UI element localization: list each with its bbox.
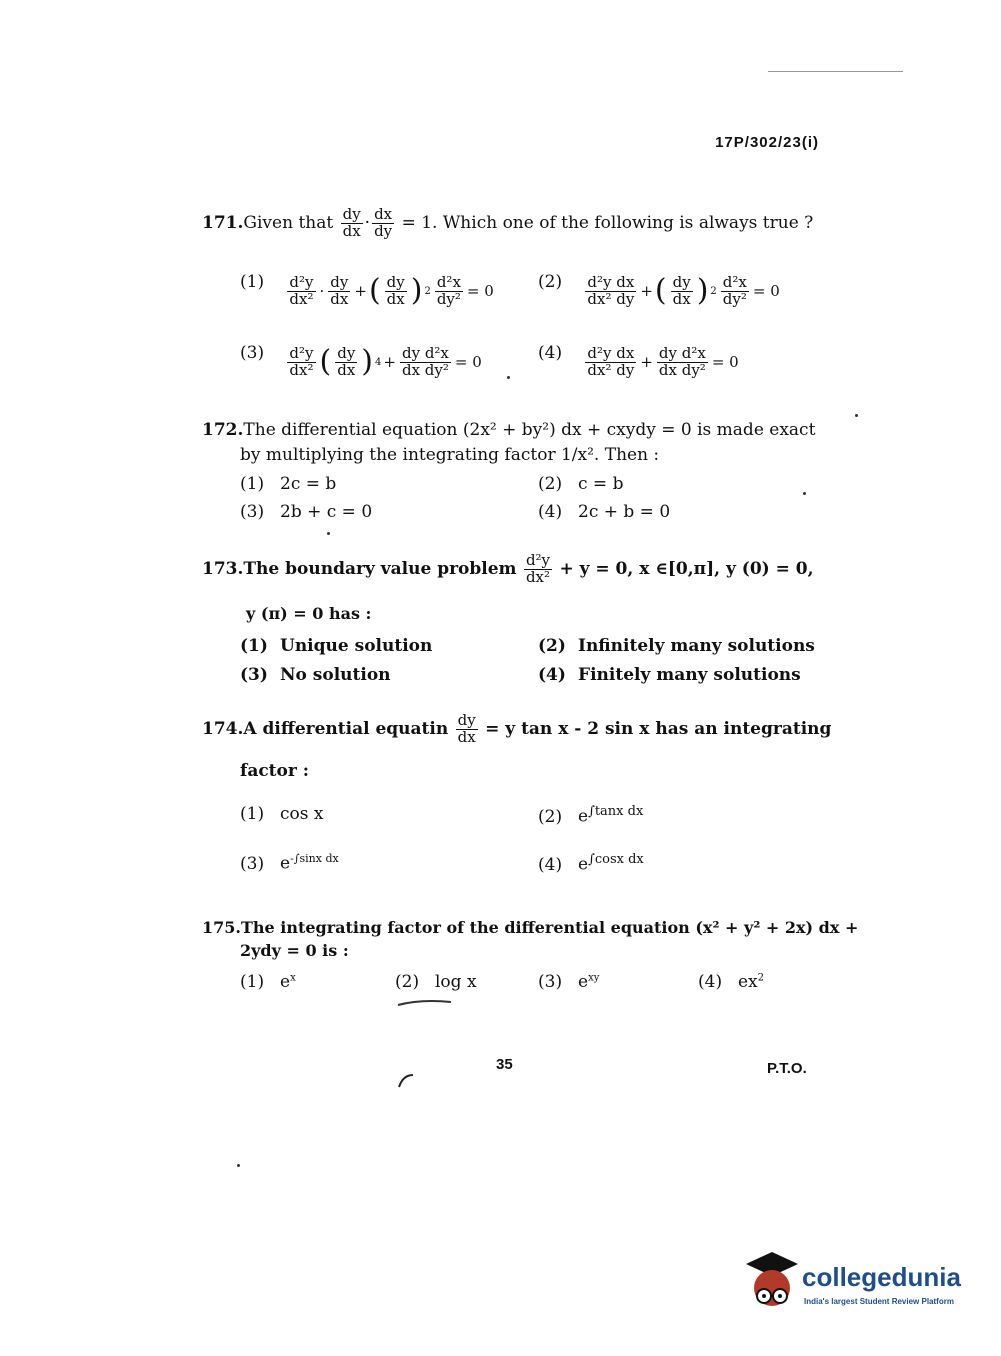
stem-text: The differential equation (2x² + by²) dx + cxydy = 0 is made exact bbox=[243, 420, 816, 440]
question-number: 173. bbox=[202, 558, 244, 579]
question-174-stem bbox=[202, 713, 831, 746]
fraction: $\frac{dx}{dy}$ bbox=[374, 205, 393, 240]
option-174-2[interactable]: (2) $e^{\int tanx dx}$ bbox=[538, 804, 644, 827]
fraction: $\frac{\text{d²y}}{\text{dx²}}$ bbox=[525, 551, 551, 586]
option-172-4[interactable]: (4) 2c + b = 0 bbox=[538, 502, 671, 522]
option-175-2[interactable]: (2) log x bbox=[395, 972, 477, 992]
option-174-1[interactable]: (1) cos x bbox=[240, 804, 324, 824]
scan-speck bbox=[327, 532, 330, 535]
option-173-3[interactable]: (3) No solution bbox=[240, 665, 391, 685]
scan-speck bbox=[507, 376, 510, 379]
scan-mark bbox=[397, 1071, 417, 1091]
option-171-1[interactable]: (1) $\frac{\text{d²y}}{\text{dx²}}$ · $\frac{dy}{dx}$ + ( $\frac{dy}{dx}$ ) 2 $\frac{\text{d²x}}{\text{dy²}}$ = 0 bbox=[240, 272, 494, 309]
option-172-2[interactable]: (2) c = b bbox=[538, 474, 624, 494]
scan-mark bbox=[396, 997, 456, 1007]
scan-speck bbox=[855, 414, 858, 417]
brand-logo-text: collegedunia bbox=[802, 1262, 961, 1292]
stem-text: A differential equatin bbox=[243, 718, 449, 739]
option-175-4[interactable]: (4) $ex^2$ bbox=[698, 972, 765, 992]
option-174-4[interactable]: (4) $e^{\int cosx dx}$ bbox=[538, 852, 644, 875]
fraction: $\frac{dy}{dx}$ bbox=[342, 205, 361, 240]
option-173-4[interactable]: (4) Finitely many solutions bbox=[538, 665, 801, 685]
option-173-2[interactable]: (2) Infinitely many solutions bbox=[538, 636, 815, 656]
option-175-3[interactable]: (3) $e^{xy}$ bbox=[538, 972, 600, 992]
option-172-1[interactable]: (1) 2c = b bbox=[240, 474, 337, 494]
question-number: 172. bbox=[202, 420, 244, 440]
fraction: $\frac{dy}{dx}$ bbox=[457, 711, 476, 746]
page-number: 35 bbox=[496, 1056, 513, 1073]
option-171-3[interactable]: (3) $\frac{\text{d²y}}{\text{dx²}}$ ( $\frac{dy}{dx}$ ) 4 + $\frac{\text{dy d²x}}{\text{dx dy²}}$ = 0 bbox=[240, 343, 482, 380]
collegedunia-mascot-icon bbox=[742, 1250, 802, 1312]
question-172-stem-line2: by multiplying the integrating factor 1/x². Then : bbox=[240, 445, 660, 465]
question-173-stem bbox=[202, 553, 814, 586]
stem-text: Given that bbox=[243, 212, 334, 233]
top-rule bbox=[768, 71, 903, 72]
stem-text: The boundary value problem bbox=[243, 558, 517, 579]
option-171-2[interactable]: (2) $\frac{\text{d²y dx}}{\text{dx² dy}}$ + ( $\frac{dy}{dx}$ ) 2 $\frac{\text{d²x}}{\text{dy²}}$ = 0 bbox=[538, 272, 780, 309]
paper-code: 17P/302/23(i) bbox=[715, 134, 819, 151]
question-172-stem bbox=[202, 420, 815, 440]
option-173-1[interactable]: (1) Unique solution bbox=[240, 636, 433, 656]
question-173-stem-line2: y (π) = 0 has : bbox=[246, 604, 372, 623]
option-172-3[interactable]: (3) 2b + c = 0 bbox=[240, 502, 373, 522]
option-171-4[interactable]: (4) $\frac{\text{d²y dx}}{\text{dx² dy}}$ + $\frac{\text{dy d²x}}{\text{dx dy²}}$ = 0 bbox=[538, 343, 739, 379]
scan-speck bbox=[803, 492, 806, 495]
stem-text: + y = 0, x ∈[0,π], y (0) = 0, bbox=[559, 558, 814, 579]
question-174-stem-line2: factor : bbox=[240, 761, 310, 781]
question-number: 171. bbox=[202, 212, 244, 233]
brand-tagline: India's largest Student Review Platform bbox=[804, 1297, 954, 1306]
question-number: 175. bbox=[202, 918, 241, 937]
question-175-stem bbox=[202, 918, 858, 937]
question-175-stem-line2: 2ydy = 0 is : bbox=[240, 941, 349, 960]
stem-text: = y tan x - 2 sin x has an integrating bbox=[485, 718, 832, 739]
question-171-stem: 171.Given that $\frac{dy}{dx}$ · $\frac{dx}{dy}$ = 1. Which one of the following is always true ? bbox=[202, 205, 814, 240]
option-175-1[interactable]: (1) $e^x$ bbox=[240, 972, 296, 992]
page-turn-note: P.T.O. bbox=[767, 1060, 807, 1077]
option-174-3[interactable]: (3) $e^{-\int sinx dx}$ bbox=[240, 852, 339, 874]
scan-speck bbox=[237, 1164, 240, 1167]
stem-text: = 1. Which one of the following is always true ? bbox=[401, 212, 814, 233]
question-number: 174. bbox=[202, 718, 244, 739]
stem-text: The integrating factor of the differential equation (x² + y² + 2x) dx + bbox=[240, 918, 859, 937]
